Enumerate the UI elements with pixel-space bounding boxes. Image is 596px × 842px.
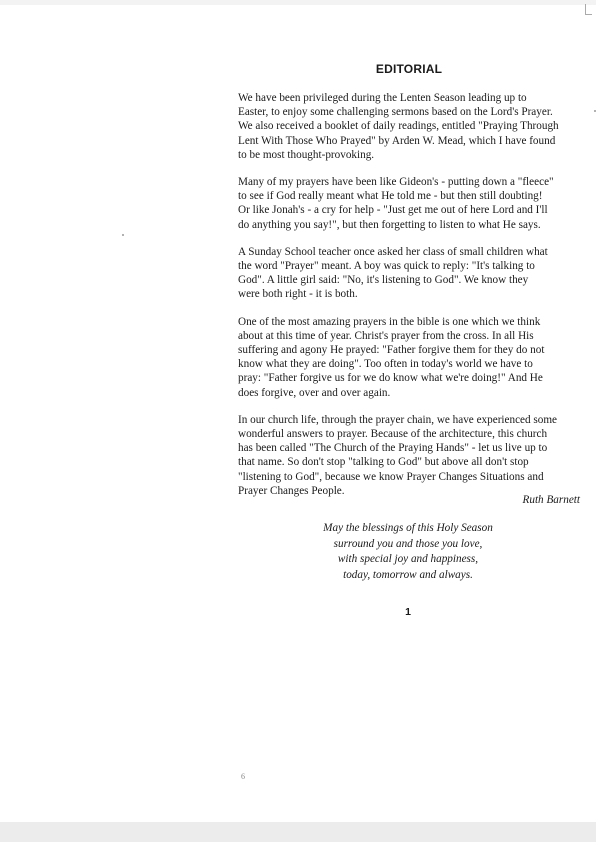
text-line: Easter, to enjoy some challenging sermons based on the Lord's Prayer. — [238, 106, 553, 119]
text-line: do anything you say!", but then forgetting to listen to what He says. — [238, 218, 541, 231]
blessing-line: with special joy and happiness, — [337, 553, 479, 566]
text-line: that name. So don't stop "talking to God" but above all don't stop — [238, 456, 529, 469]
author-signature: Ruth Barnett — [522, 494, 580, 506]
scan-speck — [122, 234, 124, 236]
paragraph-5 — [238, 413, 590, 498]
paragraph-4 — [238, 315, 590, 400]
text-line: pray: "Father forgive us for we do know what we're doing!" And He — [238, 372, 543, 385]
paragraph-3 — [238, 245, 590, 302]
text-line: God". A little girl said: "No, it's listening to God". We know they — [238, 274, 529, 287]
text-line: We have been privileged during the Lenten Season leading up to — [238, 92, 527, 104]
paragraph-1 — [238, 91, 590, 162]
editorial-body — [238, 91, 590, 511]
blessing-line: surround you and those you love, — [333, 537, 483, 550]
page-bottom-edge — [0, 822, 596, 842]
text-line: to be most thought-provoking. — [238, 148, 375, 161]
paragraph-2 — [238, 175, 590, 232]
text-line: One of the most amazing prayers in the bible is one which we think — [238, 315, 541, 328]
text-line: In our church life, through the prayer chain, we have experienced some — [238, 413, 558, 426]
text-line: suffering and agony He prayed: "Father forgive them for they do not — [238, 344, 545, 357]
text-line: Many of my prayers have been like Gideon's - putting down a "fleece" — [238, 176, 554, 189]
text-line: does forgive, over and over again. — [238, 386, 391, 399]
text-line: has been called "The Church of the Praying Hands" - let us live up to — [238, 442, 548, 455]
text-line: Or like Jonah's - a cry for help - "Just get me out of here Lord and I'll — [238, 204, 548, 217]
blessing-line: today, tomorrow and always. — [343, 568, 473, 581]
blessing-line: May the blessings of this Holy Season — [323, 522, 493, 534]
text-line: the word "Prayer" meant. A boy was quick to reply: "It's talking to — [238, 260, 535, 273]
footer-mark: 6 — [241, 772, 245, 781]
page-title: EDITORIAL — [375, 62, 443, 76]
text-line: "listening to God", because we know Prayer Changes Situations and — [238, 470, 544, 483]
scan-corner-mark — [585, 4, 592, 15]
page-number: 1 — [405, 606, 411, 618]
text-line: Lent With Those Who Prayed" by Arden W. Mead, which I have found — [238, 134, 556, 147]
text-line: to see if God really meant what He told me - but then still doubting! — [238, 190, 543, 203]
text-line: about at this time of year. Christ's prayer from the cross. In all His — [238, 329, 534, 342]
text-line: know what they are doing". Too often in today's world we have to — [238, 358, 533, 371]
text-line: A Sunday School teacher once asked her class of small children what — [238, 245, 548, 258]
text-line: Prayer Changes People. — [238, 484, 345, 497]
blessing-verse — [268, 521, 548, 583]
page-top-edge — [0, 0, 596, 5]
text-line: We also received a booklet of daily readings, entitled "Praying Through — [238, 120, 559, 133]
text-line: wonderful answers to prayer. Because of the architecture, this church — [238, 428, 548, 441]
text-line: were both right - it is both. — [238, 288, 358, 301]
